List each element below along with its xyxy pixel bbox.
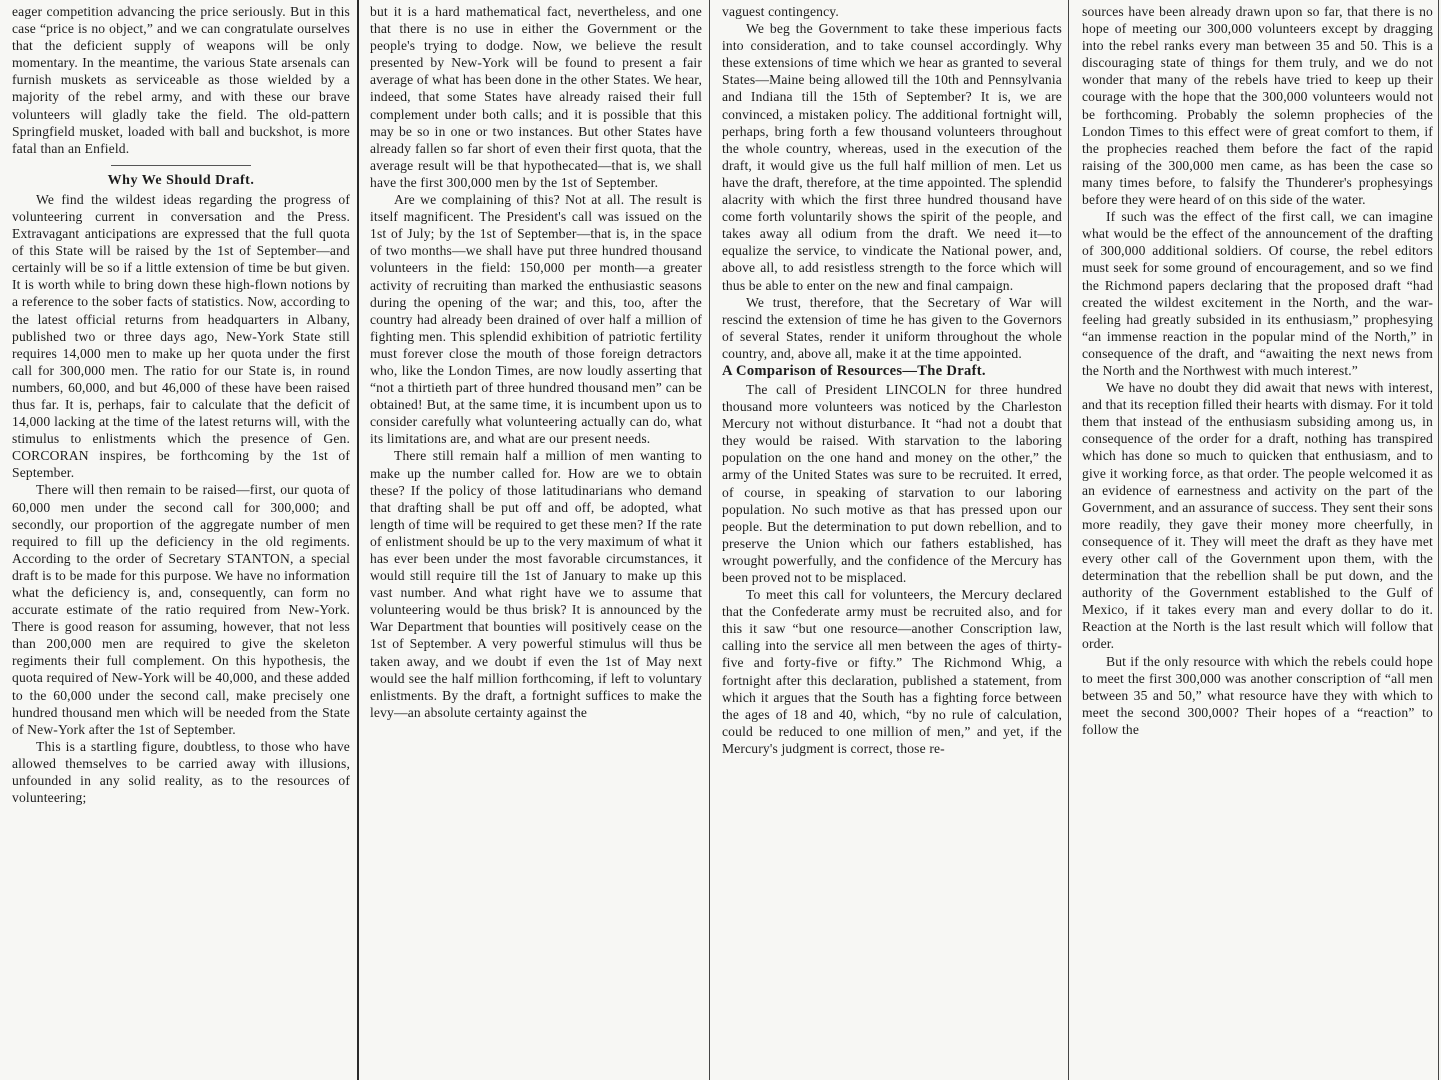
column-2 [358, 0, 710, 1080]
article-paragraph: The call of President LINCOLN for three hundred thousand more volunteers was noticed by the Charleston Mercury not without disturbance. It “had not a doubt that they would be raised. With starvation to the laboring population on the one hand and money on the other,” the army of the United States was sure to be recruited. It erred, of course, in speaking of starvation to our laboring population. No such motive as that has pressed upon our people. But the determination to put down rebellion, and to preserve the Union which our fathers established, has wrought powerfully, and the confidence of the Mercury has been proved not to be misplaced. [722, 381, 1062, 585]
article-paragraph: There still remain half a million of men wanting to make up the number called for. How are we to obtain these? If the policy of those latitudinarians who demand that drafting shall be put off and off, be adopted, what length of time will be required to get these men? If the rate of enlistment should be up to the very maximum of what it has ever been under the most favorable circumstances, it would still require till the 1st of January to make up this vast number. And what right have we to assume that volunteering would be thus brisk? It is announced by the War Department that bounties will positively cease on the 1st of September. A very powerful stimulus will thus be taken away, and we doubt if even the 1st of May next would see the half million forthcoming, if left to voluntary enlistments. By the draft, a fortnight suffices to make the levy—an absolute certainty against the [370, 448, 702, 720]
article-paragraph: This is a startling figure, doubtless, to those who have allowed themselves to be carried away with illusions, unfounded in any solid reality, as to the resources of volunteering; [12, 738, 350, 806]
article-paragraph: There will then remain to be raised—first, our quota of 60,000 men under the second call for 300,000; and secondly, our proportion of the aggregate number of men required to fill up the deficiency in the old regiments. According to the order of Secretary STANTON, a special draft is to be made for this purpose. We have no information what the deficiency is, and, consequently, can form no accurate estimate of the ratio required from New-York. There is good reason for assuming, however, that not less than 200,000 men are required to give the skeleton regiments their full complement. On this hypothesis, the quota required of New-York will be 40,000, and these added to the 60,000 under the second call, make precisely one hundred thousand men which will be needed from the State of New-York after the 1st of September. [12, 482, 350, 737]
article-paragraph: eager competition advancing the price seriously. But in this case “price is no object,” and we can congratulate ourselves that the deficient supply of weapons will be only momentary. In the meantime, the various State arsenals can furnish muskets as serviceable as those wielded by a majority of the rebel army, and with these our brave volunteers will gladly take the field. The old-pattern Springfield musket, loaded with ball and buckshot, is more fatal than an Enfield. [12, 4, 350, 156]
column-rule [1068, 0, 1069, 1080]
column-rule [1438, 0, 1439, 1080]
article-paragraph: vaguest contingency. [722, 4, 839, 19]
article-paragraph: We find the wildest ideas regarding the progress of volunteering current in conversation and the Press. Extravagant anticipations are expressed that the full quota of this State will be raised by the 1st of September—and certainly will be so if a little extension of time be but given. It is worth while to bring down these high-flown notions by a reference to the sober facts of statistics. Now, according to the latest official returns from headquarters in Albany, published two or three days ago, New-York State still requires 14,000 men to make up her quota under the first call for 300,000 men. The ratio for our State is, in round numbers, 60,000, and but 46,000 of these have been raised thus far. It is, perhaps, fair to calculate that the deficit of 14,000 lacking at the time of the latest returns will, with the stimulus to enlistments which the presence of Gen. CORCORAN inspires, be forthcoming by the 1st of September. [12, 191, 350, 481]
section-divider [111, 165, 251, 166]
article-paragraph: Are we complaining of this? Not at all. The result is itself magnificent. The President's call was issued on the 1st of July; by the 1st of September—that is, in the space of two months—we shall have put three hundred thousand volunteers in the field: 150,000 per month—a greater activity of recruiting than marked the enthusiastic seasons during the opening of the war; and this, too, after the country had already been drained of over half a million of fighting men. This splendid exhibition of patriotic fertility must forever close the mouth of those foreign detractors who, like the London Times, are now loudly asserting that “not a thirtieth part of three hundred thousand men” can be obtained! But, at the same time, it is incumbent upon us to consider carefully what volunteering actually can do, what its limitations are, and what are our present needs. [370, 192, 702, 447]
column-4 [1070, 0, 1441, 1080]
article-headline: Why We Should Draft. [107, 172, 255, 188]
article-paragraph: We beg the Government to take these imperious facts into consideration, and to take counsel accordingly. Why these extensions of time which we hear as granted to several States—Maine being allowed till the 10th and Pennsylvania and Indiana till the 15th of September? It is, we are convinced, a mistaken policy. The additional fortnight will, perhaps, bring forth a few thousand volunteers throughout the whole country, whereas, used in the execution of the draft, it would give us the full half million of men. Let us have the draft, therefore, at the time appointed. The splendid alacrity with which the first three hundred thousand have come forth voluntarily shows the spirit of the people, and takes away all odium from the draft. We need it—to equalize the service, to vindicate the National power, and, above all, to add resistless strength to the force which will thus be able to enter on the new and final campaign. [722, 21, 1062, 293]
column-3 [710, 0, 1070, 1080]
article-paragraph: We have no doubt they did await that news with interest, and that its reception filled their hearts with dismay. For it told them that instead of the enthusiasm subsiding among us, in consequence of the order for a draft, nothing has transpired which has done so much to quicken that enthusiasm, and to give it working force, as that order. The people welcomed it as an evidence of earnestness and activity on the part of the Government, and an assurance of success. They sent their sons more readily, they gave their money more cheerfully, in consequence of it. They will meet the draft as they have met every other call of the Government upon them, with the determination that the rebellion shall be put down, and the authority of the Government established to the Gulf of Mexico, if it takes every man and every dollar to do it. Reaction at the North is the last result which will follow that order. [1082, 380, 1433, 652]
article-paragraph: But if the only resource with which the rebels could hope to meet the first 300,000 was another conscription of “all men between 35 and 50,” what resource have they with which to meet the second 300,000? Their hopes of a “reaction” to follow the [1082, 653, 1433, 737]
article-headline: A Comparison of Resources—The Draft. [722, 362, 986, 379]
article-paragraph: If such was the effect of the first call, we can imagine what would be the effect of the announcement of the drafting of 300,000 additional soldiers. Of course, the rebel editors must seek for some ground of encouragement, and so we find the Richmond papers declaring that the proposed draft “had created the wildest excitement in the North, and the war-feeling had greatly subsided in its enthusiasm,” prophesying “an immense reaction in the popular mind of the North,” in consequence of the draft, and “awaiting the next news from the North and the Northwest with much interest.” [1082, 209, 1433, 378]
column-1 [0, 0, 358, 1080]
article-paragraph: but it is a hard mathematical fact, nevertheless, and one that there is no use in either the Government or the people's trying to dodge. Now, we believe the result presented by New-York will be found to present a fair average of what has been done in the other States. We hear, indeed, that some States have already raised their full complement under both calls; and it is possible that this may be so in one or two instances. But other States have already fallen so far short of even their first quota, that the average result will be that hypothecated—that is, we shall have the first 300,000 men by the 1st of September. [370, 4, 702, 190]
article-paragraph: We trust, therefore, that the Secretary of War will rescind the extension of time he has given to the Governors of several States, render it uniform throughout the whole country, and, above all, make it at the time appointed. [722, 294, 1062, 361]
article-paragraph: To meet this call for volunteers, the Mercury declared that the Confederate army must be recruited also, and for this it saw “but one resource—another Conscription law, calling into the service all men between the ages of thirty-five and forty-five or fifty.” The Richmond Whig, a fortnight after this declaration, published a statement, from which it argues that the South has a fighting force between the ages of 18 and 40, which, “by no rule of calculation, could be reduced to one million of men,” and yet, if the Mercury's judgment is correct, those re- [722, 587, 1062, 756]
article-paragraph: sources have been already drawn upon so far, that there is no hope of meeting our 300,000 volunteers except by dragging into the rebel ranks every man between 35 and 50. This is a discouraging state of things for them truly, and we do not wonder that many of the rebels have tried to keep up their courage with the hope that the 300,000 volunteers would not be forthcoming. Probably the solemn prophecies of the London Times to this effect were of great comfort to them, if the prophecies reached them before the fact of the rapid raising of the 300,000 men came, as has been the case so many times before, to falsify the Thunderer's prophesyings before they were heard of on this side of the water. [1082, 4, 1433, 208]
